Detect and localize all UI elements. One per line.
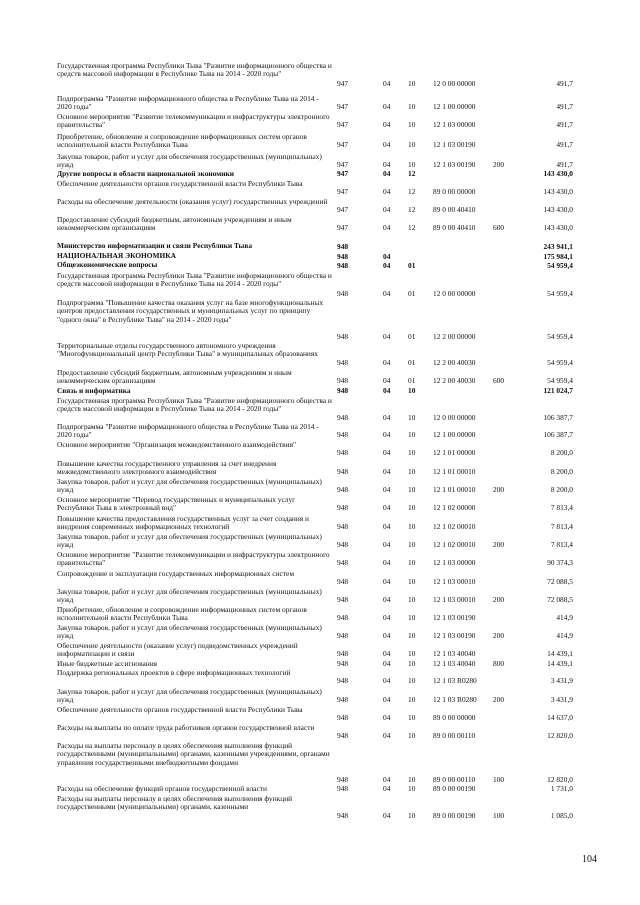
table-row [0, 261, 640, 270]
amount: 143 430,0 [543, 186, 573, 196]
ministry-code: 948 [337, 576, 349, 586]
amount: 54 959,4 [547, 331, 573, 341]
table-row [0, 369, 640, 385]
ministry-code: 948 [337, 260, 349, 270]
amount: 491,7 [556, 101, 573, 111]
table-row [0, 272, 640, 298]
row-name: Подпрограмма "Повышение качества оказания услуг на базе многофункциональных центров предоставления государственных и муниципальных услуг по принципу "одного окна" в Республике Тыва" на 2014 - 2020 годы" [57, 298, 324, 324]
section-code: 04 [383, 260, 391, 270]
section-code: 04 [383, 429, 391, 439]
row-name: Общеэкономические вопросы [57, 260, 158, 269]
target-article-code: 89 0 00 00110 [433, 730, 476, 740]
subsection-code: 10 [408, 429, 416, 439]
expense-type-code: 200 [493, 484, 505, 494]
section-code: 04 [383, 385, 391, 395]
row-name: Сопровождение и эксплуатация государственных информационных систем [57, 569, 294, 578]
table-row [0, 423, 640, 439]
row-name: Закупка товаров, работ и услуг для обеспечения государственных (муниципальных) нужд [57, 687, 322, 705]
target-article-code: 12 0 00 00000 [433, 288, 476, 298]
subsection-code: 10 [408, 730, 416, 740]
amount: 14 637,0 [547, 712, 573, 722]
subsection-code: 10 [408, 557, 416, 567]
section-code: 04 [383, 78, 391, 88]
target-article-code: 12 1 03 00190 [433, 139, 476, 149]
target-article-code: 89 0 00 00190 [433, 783, 476, 793]
target-article-code: 12 1 03 00000 [433, 557, 476, 567]
row-name: Иные бюджетные ассигнования [57, 659, 158, 668]
expense-type-code: 800 [493, 658, 505, 668]
ministry-code: 948 [337, 412, 349, 422]
table-row [0, 478, 640, 494]
row-name: Закупка товаров, работ и услуг для обеспечения государственных (муниципальных) нужд [57, 477, 322, 495]
subsection-code: 10 [408, 774, 416, 784]
subsection-code: 10 [408, 101, 416, 111]
subsection-code: 10 [408, 447, 416, 457]
subsection-code: 10 [408, 539, 416, 549]
amount: 491,7 [556, 78, 573, 88]
subsection-code: 10 [408, 630, 416, 640]
subsection-code: 01 [408, 331, 416, 341]
section-code: 04 [383, 521, 391, 531]
subsection-code: 01 [408, 357, 416, 367]
target-article-code: 12 2 00 40030 [433, 357, 476, 367]
section-code: 04 [383, 412, 391, 422]
section-code: 04 [383, 557, 391, 567]
amount: 54 959,4 [547, 288, 573, 298]
ministry-code: 947 [337, 159, 349, 169]
section-code: 04 [383, 694, 391, 704]
table-row [0, 588, 640, 604]
ministry-code: 948 [337, 484, 349, 494]
section-code: 04 [383, 168, 391, 178]
target-article-code: 12 1 03 40040 [433, 648, 476, 658]
section-code: 04 [383, 186, 391, 196]
amount: 143 430,0 [543, 168, 573, 178]
amount: 7 813,4 [550, 539, 573, 549]
table-row [0, 95, 640, 111]
amount: 143 430,0 [543, 204, 573, 214]
subsection-code: 10 [408, 484, 416, 494]
ministry-code: 948 [337, 730, 349, 740]
expense-type-code: 200 [493, 539, 505, 549]
amount: 3 431,9 [550, 694, 573, 704]
row-name: Поддержка региональных проектов в сфере информационных технологий [57, 668, 291, 677]
row-name: Государственная программа Республики Тыва "Развитие информационного общества и средств массовой информации в Республике Тыва на 2014 - 2020 годы" [57, 61, 332, 79]
target-article-code: 12 1 02 00010 [433, 521, 476, 531]
ministry-code: 947 [337, 204, 349, 214]
row-name: Подпрограмма "Развитие информационного общества в Республике Тыва на 2014 - 2020 годы" [57, 94, 319, 112]
amount: 414,9 [556, 630, 573, 640]
target-article-code: 12 1 03 R0280 [433, 694, 477, 704]
row-name: Министерство информатизации и связи Республики Тыва [57, 241, 253, 250]
subsection-code: 10 [408, 576, 416, 586]
amount: 12 820,0 [547, 774, 573, 784]
section-code: 04 [383, 576, 391, 586]
ministry-code: 948 [337, 357, 349, 367]
subsection-code: 10 [408, 648, 416, 658]
table-row [0, 606, 640, 622]
section-code: 04 [383, 119, 391, 129]
ministry-code: 948 [337, 648, 349, 658]
row-name: Обеспечение деятельности (оказание услуг) подведомственных учреждений информатизации и связи [57, 641, 298, 659]
section-code: 04 [383, 288, 391, 298]
amount: 7 813,4 [550, 521, 573, 531]
amount: 106 387,7 [543, 429, 573, 439]
subsection-code: 10 [408, 783, 416, 793]
row-name: Закупка товаров, работ и услуг для обеспечения государственных (муниципальных) нужд [57, 532, 322, 550]
table-row [0, 533, 640, 549]
ministry-code: 948 [337, 375, 349, 385]
ministry-code: 948 [337, 539, 349, 549]
ministry-code: 947 [337, 119, 349, 129]
target-article-code: 12 1 00 00000 [433, 429, 476, 439]
table-row [0, 460, 640, 476]
row-name: Расходы на выплаты персоналу в целях обеспечения выполнения функций государственными (муниципальными) органами, казенными [57, 794, 293, 812]
row-name: Расходы на выплаты по оплате труда работников органов государственной власти [57, 723, 315, 732]
target-article-code: 89 0 00 40410 [433, 204, 476, 214]
ministry-code: 948 [337, 694, 349, 704]
row-name: Государственная программа Республики Тыва "Развитие информационного общества и средств массовой информации в Республике Тыва на 2014 - 2020 годы" [57, 271, 332, 289]
section-code: 04 [383, 648, 391, 658]
ministry-code: 948 [337, 288, 349, 298]
section-code: 04 [383, 675, 391, 685]
subsection-code: 12 [408, 168, 416, 178]
section-code: 04 [383, 251, 391, 261]
expense-type-code: 600 [493, 222, 505, 232]
row-name: Основное мероприятие "Организация межведомственного взаимодействия" [57, 440, 297, 449]
amount: 14 439,1 [547, 658, 573, 668]
row-name: Приобретение, обновление и сопровождение информационных систем органов исполнительной власти Республики Тыва [57, 132, 307, 150]
amount: 90 374,3 [547, 557, 573, 567]
section-code: 04 [383, 612, 391, 622]
table-row [0, 570, 640, 586]
amount: 121 024,7 [543, 385, 573, 395]
subsection-code: 10 [408, 521, 416, 531]
table-row [0, 496, 640, 512]
amount: 1 731,0 [550, 783, 573, 793]
subsection-code: 10 [408, 810, 416, 820]
target-article-code: 89 0 00 00190 [433, 810, 476, 820]
ministry-code: 947 [337, 186, 349, 196]
ministry-code: 948 [337, 521, 349, 531]
target-article-code: 12 1 01 00010 [433, 484, 476, 494]
target-article-code: 12 1 03 00190 [433, 612, 476, 622]
section-code: 04 [383, 331, 391, 341]
subsection-code: 01 [408, 288, 416, 298]
ministry-code: 948 [337, 502, 349, 512]
table-row [0, 216, 640, 232]
row-name: Подпрограмма "Развитие информационного общества в Республике Тыва на 2014 - 2020 годы" [57, 422, 319, 440]
row-name: Расходы на обеспечение функций органов государственной власти [57, 784, 267, 793]
section-code: 04 [383, 204, 391, 214]
section-code: 04 [383, 502, 391, 512]
row-name: НАЦИОНАЛЬНАЯ ЭКОНОМИКА [57, 251, 176, 260]
ministry-code: 948 [337, 774, 349, 784]
section-code: 04 [383, 594, 391, 604]
target-article-code: 12 1 01 00010 [433, 466, 476, 476]
ministry-code: 948 [337, 429, 349, 439]
ministry-code: 948 [337, 241, 349, 251]
table-row [0, 170, 640, 178]
ministry-code: 948 [337, 783, 349, 793]
amount: 175 984,1 [543, 251, 573, 261]
subsection-code: 12 [408, 222, 416, 232]
ministry-code: 948 [337, 385, 349, 395]
amount: 491,7 [556, 159, 573, 169]
subsection-code: 10 [408, 658, 416, 668]
target-article-code: 12 0 00 00000 [433, 412, 476, 422]
section-code: 04 [383, 730, 391, 740]
section-code: 04 [383, 447, 391, 457]
row-name: Расходы на обеспечение деятельности (оказания услуг) государственных учреждений [57, 197, 328, 206]
row-name: Закупка товаров, работ и услуг для обеспечения государственных (муниципальных) нужд [57, 587, 322, 605]
row-name: Закупка товаров, работ и услуг для обеспечения государственных (муниципальных) нужд [57, 152, 322, 170]
amount: 491,7 [556, 139, 573, 149]
table-row [0, 795, 640, 820]
expense-type-code: 200 [493, 159, 505, 169]
amount: 14 439,1 [547, 648, 573, 658]
section-code: 04 [383, 139, 391, 149]
row-name: Приобретение, обновление и сопровождение информационных систем органов исполнительной власти Республики Тыва [57, 605, 307, 623]
row-name: Повышение качества государственного управления за счет внедрения межведомственного электронного взаимодействия [57, 459, 277, 477]
section-code: 04 [383, 484, 391, 494]
ministry-code: 947 [337, 222, 349, 232]
target-article-code: 12 1 03 00190 [433, 159, 476, 169]
amount: 7 813,4 [550, 502, 573, 512]
page-number: 104 [582, 854, 597, 865]
amount: 491,7 [556, 119, 573, 129]
row-name: Связь и информатика [57, 386, 131, 395]
section-code: 04 [383, 783, 391, 793]
table-row [0, 624, 640, 640]
ministry-code: 948 [337, 251, 349, 261]
target-article-code: 12 1 01 00000 [433, 447, 476, 457]
amount: 8 200,0 [550, 466, 573, 476]
amount: 54 959,4 [547, 375, 573, 385]
ministry-code: 948 [337, 712, 349, 722]
amount: 243 941,1 [543, 241, 573, 251]
ministry-code: 948 [337, 675, 349, 685]
ministry-code: 948 [337, 594, 349, 604]
subsection-code: 10 [408, 78, 416, 88]
table-row [0, 642, 640, 658]
subsection-code: 10 [408, 159, 416, 169]
table-row [0, 299, 640, 341]
subsection-code: 10 [408, 712, 416, 722]
ministry-code: 948 [337, 658, 349, 668]
ministry-code: 948 [337, 557, 349, 567]
section-code: 04 [383, 466, 391, 476]
amount: 106 387,7 [543, 412, 573, 422]
section-code: 04 [383, 101, 391, 111]
amount: 72 088,5 [547, 594, 573, 604]
ministry-code: 948 [337, 630, 349, 640]
amount: 12 820,0 [547, 730, 573, 740]
row-name: Предоставление субсидий бюджетным, автономным учреждениям и иным некоммерческим организациям [57, 215, 292, 233]
table-row [0, 113, 640, 129]
table-row [0, 660, 640, 668]
section-code: 04 [383, 810, 391, 820]
ministry-code: 947 [337, 168, 349, 178]
table-row [0, 742, 640, 784]
target-article-code: 12 1 03 40040 [433, 658, 476, 668]
expense-type-code: 200 [493, 594, 505, 604]
ministry-code: 948 [337, 447, 349, 457]
table-row [0, 724, 640, 740]
row-name: Обеспечение деятельности органов государственной власти Республики Тыва [57, 179, 303, 188]
section-code: 04 [383, 375, 391, 385]
subsection-code: 01 [408, 260, 416, 270]
target-article-code: 12 1 02 00010 [433, 539, 476, 549]
table-row [0, 669, 640, 685]
subsection-code: 10 [408, 412, 416, 422]
subsection-code: 12 [408, 204, 416, 214]
section-code: 04 [383, 159, 391, 169]
subsection-code: 10 [408, 694, 416, 704]
table-row [0, 133, 640, 149]
subsection-code: 10 [408, 466, 416, 476]
row-name: Основное мероприятие "Развитие телекоммуникации и инфраструктуры электронного правительства" [57, 550, 330, 568]
section-code: 04 [383, 357, 391, 367]
amount: 8 200,0 [550, 447, 573, 457]
table-row [0, 397, 640, 422]
target-article-code: 12 1 03 R0280 [433, 675, 477, 685]
expense-type-code: 200 [493, 630, 505, 640]
row-name: Повышение качества предоставления государственных услуг за счет создания и внедрения современных информационных технологий [57, 514, 309, 532]
row-name: Предоставление субсидий бюджетным, автономным учреждениям и иным некоммерческим организациям [57, 368, 292, 386]
target-article-code: 89 0 00 40410 [433, 222, 476, 232]
table-row [0, 785, 640, 793]
table-row [0, 198, 640, 214]
expense-type-code: 600 [493, 375, 505, 385]
amount: 414,9 [556, 612, 573, 622]
ministry-code: 948 [337, 466, 349, 476]
subsection-code: 10 [408, 675, 416, 685]
target-article-code: 12 1 03 00010 [433, 576, 476, 586]
amount: 8 200,0 [550, 484, 573, 494]
target-article-code: 89 0 00 00110 [433, 774, 476, 784]
table-row [0, 551, 640, 567]
expense-type-code: 100 [493, 810, 505, 820]
section-code: 04 [383, 539, 391, 549]
target-article-code: 12 2 00 40030 [433, 375, 476, 385]
table-row [0, 441, 640, 457]
amount: 54 959,4 [547, 357, 573, 367]
section-code: 04 [383, 712, 391, 722]
row-name: Обеспечение деятельности органов государственной власти Республики Тыва [57, 705, 303, 714]
row-name: Государственная программа Республики Тыва "Развитие информационного общества и средств массовой информации в Республике Тыва на 2014 - 2020 годы" [57, 396, 332, 414]
amount: 72 088,5 [547, 576, 573, 586]
amount: 1 085,0 [550, 810, 573, 820]
subsection-code: 01 [408, 375, 416, 385]
subsection-code: 12 [408, 186, 416, 196]
table-row [0, 342, 640, 367]
target-article-code: 89 0 00 00000 [433, 712, 476, 722]
amount: 3 431,9 [550, 675, 573, 685]
subsection-code: 10 [408, 385, 416, 395]
table-row [0, 387, 640, 395]
row-name: Территориальные отделы государственного автономного учреждения "Многофункциональный центр Республики Тыва" в муниципальных образованиях [57, 341, 318, 359]
target-article-code: 12 1 03 00000 [433, 119, 476, 129]
amount: 54 959,4 [547, 260, 573, 270]
ministry-code: 948 [337, 331, 349, 341]
target-article-code: 12 1 03 00190 [433, 630, 476, 640]
row-name: Основное мероприятие "Перевод государственных и муниципальных услуг Республики Тыва в электронный вид" [57, 495, 296, 513]
ministry-code: 948 [337, 810, 349, 820]
subsection-code: 10 [408, 594, 416, 604]
table-row [0, 242, 640, 251]
section-code: 04 [383, 774, 391, 784]
table-row [0, 153, 640, 169]
row-name: Основное мероприятие "Развитие телекоммуникации и инфраструктуры электронного правительства" [57, 112, 330, 130]
row-name: Другие вопросы в области национальной экономики [57, 169, 235, 178]
amount: 143 430,0 [543, 222, 573, 232]
expense-type-code: 200 [493, 694, 505, 704]
target-article-code: 12 2 00 00000 [433, 331, 476, 341]
subsection-code: 10 [408, 119, 416, 129]
target-article-code: 12 1 00 00000 [433, 101, 476, 111]
expense-type-code: 100 [493, 774, 505, 784]
section-code: 04 [383, 630, 391, 640]
table-row [0, 515, 640, 531]
row-name: Закупка товаров, работ и услуг для обеспечения государственных (муниципальных) нужд [57, 623, 322, 641]
row-name: Расходы на выплаты персоналу в целях обеспечения выполнения функций государственными (муниципальными) органами, казенными учреждениями, органами управления государственными внебюджетными фондами [57, 741, 330, 767]
subsection-code: 10 [408, 612, 416, 622]
section-code: 04 [383, 658, 391, 668]
subsection-code: 10 [408, 139, 416, 149]
ministry-code: 947 [337, 101, 349, 111]
subsection-code: 10 [408, 502, 416, 512]
target-article-code: 12 1 02 00000 [433, 502, 476, 512]
target-article-code: 12 0 00 00000 [433, 78, 476, 88]
ministry-code: 947 [337, 139, 349, 149]
target-article-code: 12 1 03 00010 [433, 594, 476, 604]
target-article-code: 89 0 00 00000 [433, 186, 476, 196]
table-row [0, 706, 640, 722]
table-row [0, 62, 640, 88]
ministry-code: 948 [337, 612, 349, 622]
section-code: 04 [383, 222, 391, 232]
ministry-code: 947 [337, 78, 349, 88]
table-row [0, 688, 640, 704]
table-row [0, 180, 640, 196]
